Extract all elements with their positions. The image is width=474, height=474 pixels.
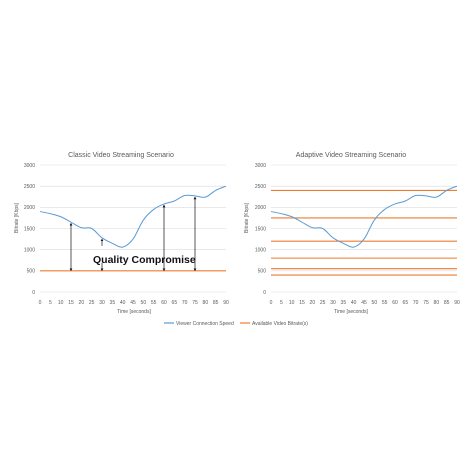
y-tick-label: 3000 — [254, 162, 266, 169]
x-tick-label: 20 — [309, 300, 316, 306]
x-tick-label: 60 — [392, 300, 398, 306]
chart-title: Classic Video Streaming Scenario — [68, 152, 174, 159]
x-tick-label: 55 — [150, 300, 157, 306]
y-axis-label: Bitrate [Kbps] — [244, 202, 250, 234]
y-tick-label: 1500 — [254, 226, 266, 233]
chart-legend — [164, 321, 308, 327]
x-tick-label: 30 — [99, 300, 105, 306]
x-tick-label: 60 — [161, 300, 167, 306]
x-tick-label: 35 — [340, 300, 347, 306]
x-tick-label: 55 — [381, 300, 388, 306]
x-tick-label: 65 — [171, 300, 178, 306]
x-tick-label: 90 — [223, 300, 229, 306]
viewer-speed-line — [271, 186, 457, 247]
x-tick-label: 90 — [454, 300, 460, 306]
legend-label-viewer-speed: Viewer Connection Speed — [176, 321, 234, 327]
x-tick-label: 50 — [140, 300, 147, 306]
x-tick-label: 10 — [57, 300, 64, 306]
x-tick-label: 0 — [269, 300, 273, 306]
x-tick-label: 30 — [330, 300, 336, 306]
classic-streaming-chart — [14, 152, 229, 315]
x-tick-label: 10 — [288, 300, 295, 306]
x-axis-label: Time [seconds] — [334, 309, 368, 315]
y-tick-label: 2000 — [254, 205, 266, 212]
x-tick-label: 70 — [412, 300, 419, 306]
x-tick-label: 25 — [88, 300, 95, 306]
x-tick-label: 85 — [212, 300, 219, 306]
x-axis-label: Time [seconds] — [117, 309, 151, 315]
chart-title: Adaptive Video Streaming Scenario — [295, 152, 407, 159]
x-tick-label: 85 — [443, 300, 450, 306]
x-tick-label: 5 — [279, 300, 283, 306]
y-tick-label: 0 — [32, 289, 35, 296]
y-tick-label: 500 — [257, 268, 266, 275]
y-tick-label: 1500 — [23, 226, 35, 233]
x-tick-label: 80 — [433, 300, 440, 306]
x-tick-label: 80 — [202, 300, 209, 306]
y-tick-label: 2500 — [254, 183, 266, 190]
x-tick-label: 5 — [48, 300, 52, 306]
y-tick-label: 1000 — [254, 247, 266, 254]
y-tick-label: 500 — [26, 268, 35, 275]
y-tick-label: 1000 — [23, 247, 35, 254]
x-tick-label: 45 — [361, 300, 367, 306]
x-tick-label: 65 — [402, 300, 409, 306]
x-tick-label: 50 — [371, 300, 378, 306]
x-tick-label: 40 — [119, 300, 126, 306]
x-tick-label: 15 — [299, 300, 305, 306]
legend-label-available-bitrates: Available Video Bitrate(s) — [252, 321, 308, 327]
y-tick-label: 2000 — [23, 205, 35, 212]
x-tick-label: 40 — [350, 300, 357, 306]
y-tick-label: 3000 — [23, 162, 35, 169]
viewer-speed-line — [40, 186, 226, 247]
x-tick-label: 20 — [78, 300, 85, 306]
y-tick-label: 0 — [263, 289, 266, 296]
x-tick-label: 15 — [68, 300, 74, 306]
x-tick-label: 70 — [181, 300, 188, 306]
x-tick-label: 0 — [38, 300, 42, 306]
y-axis-label: Bitrate [Kbps] — [14, 202, 20, 234]
x-tick-label: 75 — [423, 300, 429, 306]
x-tick-label: 35 — [109, 300, 116, 306]
adaptive-streaming-chart — [244, 152, 460, 315]
x-tick-label: 45 — [130, 300, 136, 306]
quality-compromise-annotation: Quality Compromise — [93, 254, 196, 266]
x-tick-label: 75 — [192, 300, 198, 306]
x-tick-label: 25 — [319, 300, 326, 306]
y-tick-label: 2500 — [23, 183, 35, 190]
